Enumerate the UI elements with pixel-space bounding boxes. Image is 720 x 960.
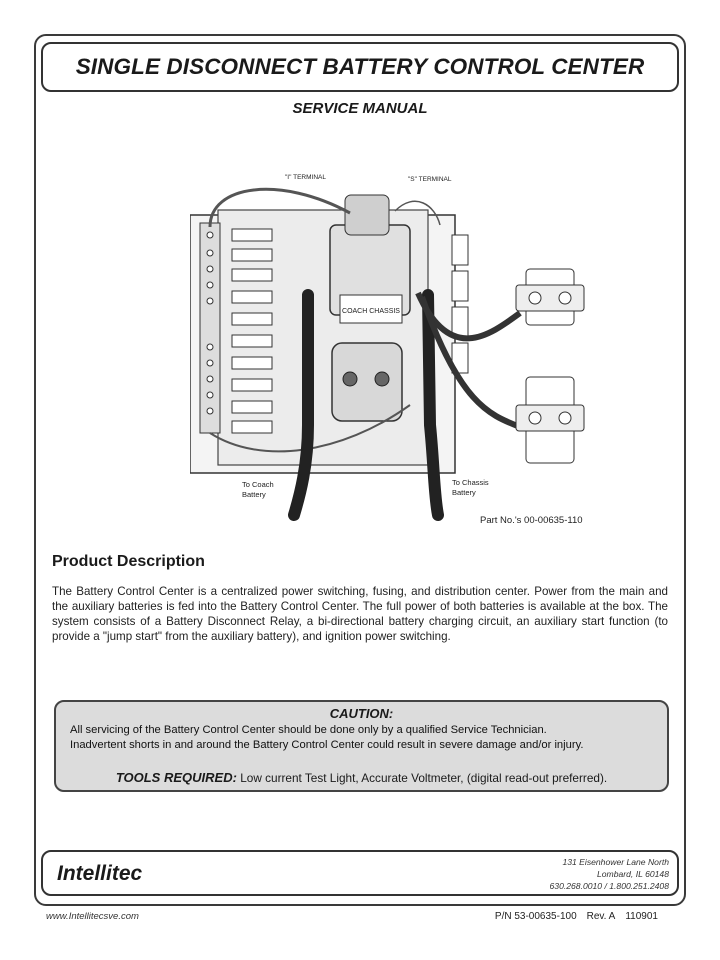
part-number: P/N 53-00635-100 xyxy=(494,911,577,922)
circuit-breaker-bottom xyxy=(516,377,584,463)
brand-name: Intellitec xyxy=(57,862,143,885)
chassis-battery-label-line2: Battery xyxy=(452,488,476,497)
tools-required-text: Low current Test Light, Accurate Voltmeter, (digital read-out preferred). xyxy=(236,771,608,785)
title-box xyxy=(41,42,679,92)
solenoid xyxy=(332,343,402,421)
caution-box xyxy=(54,700,669,792)
coach-battery-label-line1: To Coach xyxy=(242,480,274,489)
chassis-battery-label-line1: To Chassis xyxy=(452,478,489,487)
tools-required-label: TOOLS REQUIRED: xyxy=(115,770,237,785)
caution-line-2: Inadvertent shorts in and around the Battery Control Center could result in severe damage and/or injury. xyxy=(70,739,584,751)
s-terminal-label: "S" TERMINAL xyxy=(408,176,452,183)
address-line-1: 131 Eisenhower Lane North xyxy=(562,857,669,867)
relay-top xyxy=(345,195,389,235)
tools-required xyxy=(56,770,667,785)
solenoid-post-right xyxy=(375,372,389,386)
page-subtitle: SERVICE MANUAL xyxy=(292,100,428,117)
part-numbers: Part No.'s 00-00635-110 xyxy=(480,515,583,526)
phone-numbers: 630.268.0010 / 1.800.251.2408 xyxy=(549,881,669,891)
address-line-2: Lombard, IL 60148 xyxy=(597,869,669,879)
company-address xyxy=(550,856,669,892)
website: www.Intellitecsve.com xyxy=(46,911,139,922)
relay-label: COACH CHASSIS xyxy=(342,308,400,315)
product-description-text: The Battery Control Center is a centralized power switching, fusing, and distribution center. Power from the main and the auxiliary batteries is fed into the Battery Control Center. The full power of both batteries is available at the box. The system consists of a Battery Disconnect Relay, a bi-directional battery charging circuit, an auxiliary start function (to provide a "jump start" from the auxiliary battery), and ignition power switching. xyxy=(52,585,668,643)
caution-title: CAUTION: xyxy=(329,706,394,721)
revision: Rev. A xyxy=(586,911,616,922)
i-terminal-label: "I" TERMINAL xyxy=(285,174,326,181)
product-description-heading: Product Description xyxy=(52,553,205,570)
caution-line-1: All servicing of the Battery Control Center should be done only by a qualified Service Technician. xyxy=(70,724,547,736)
footer-box xyxy=(41,850,679,896)
page-title: SINGLE DISCONNECT BATTERY CONTROL CENTER xyxy=(75,54,645,79)
coach-battery-label-line2: Battery xyxy=(242,490,266,499)
document-part-number xyxy=(485,911,658,922)
solenoid-post-left xyxy=(343,372,357,386)
doc-code: 110901 xyxy=(625,911,658,922)
battery-control-center-diagram xyxy=(190,165,610,545)
circuit-breaker-top xyxy=(516,269,584,325)
